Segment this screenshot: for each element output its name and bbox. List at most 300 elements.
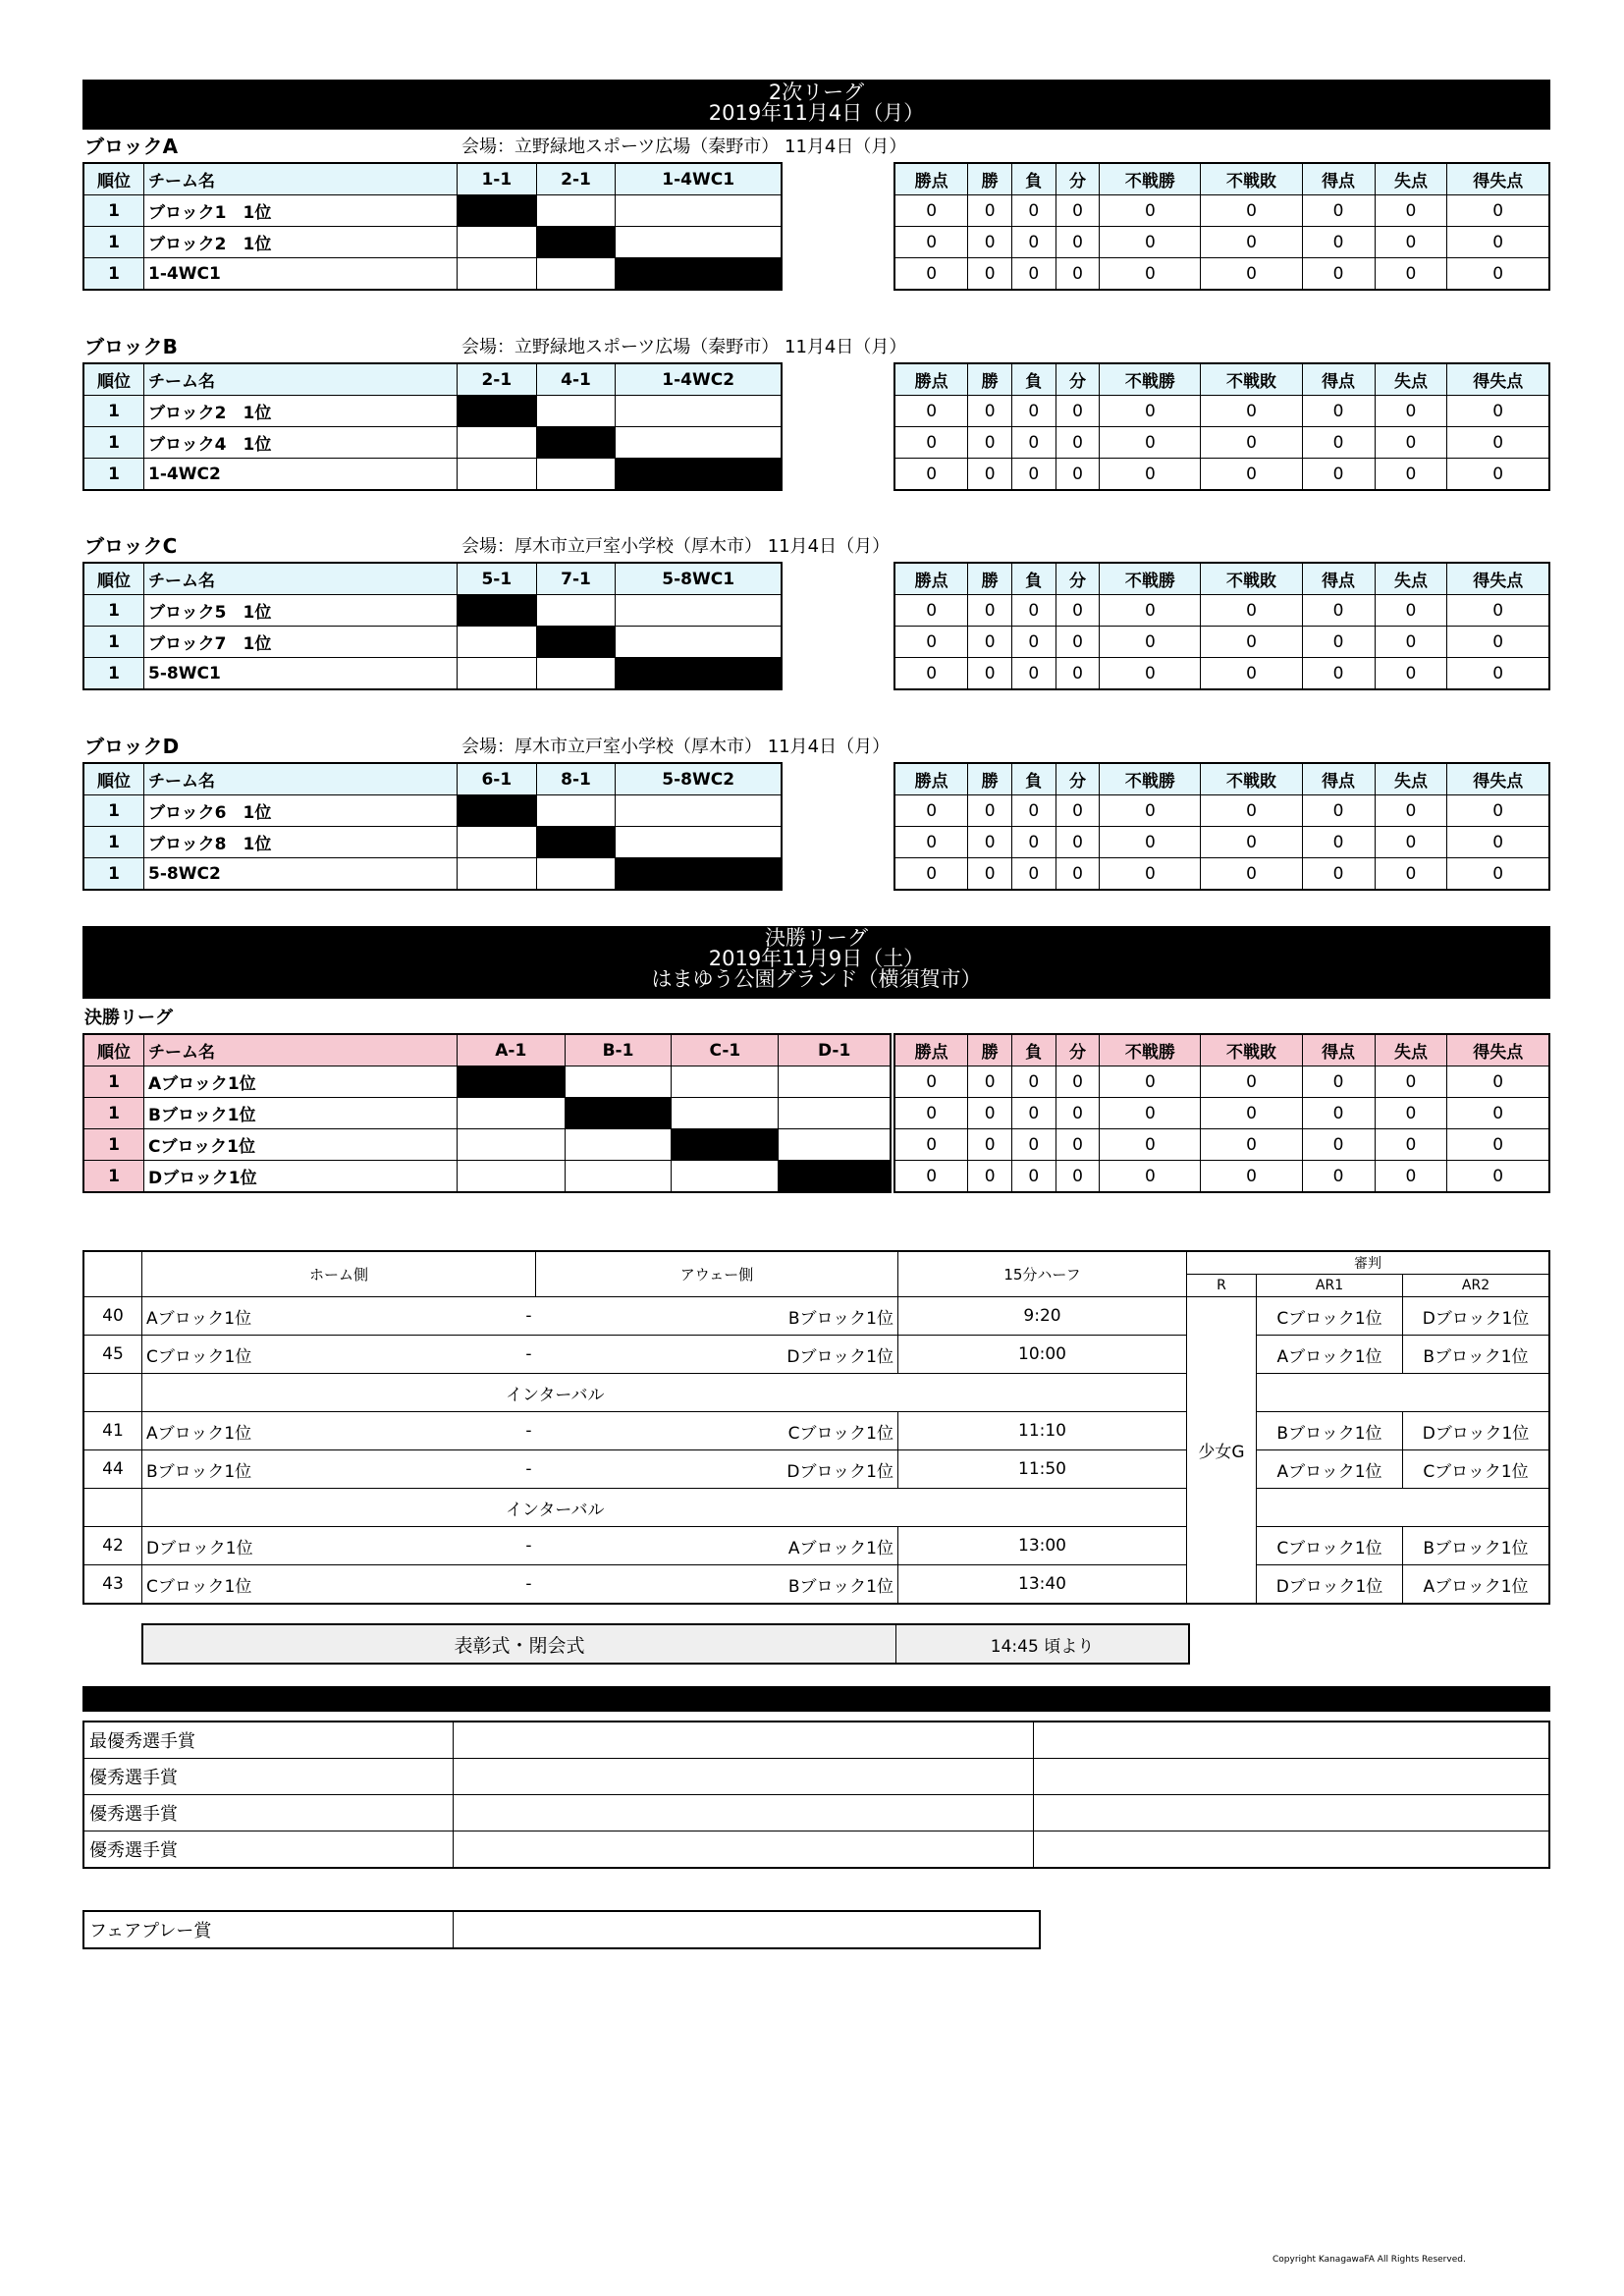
cross-table <box>82 762 783 891</box>
self-match-cell <box>458 595 537 627</box>
result-cell[interactable] <box>565 1129 672 1161</box>
stat-value: 0 <box>968 227 1012 258</box>
stat-value: 0 <box>968 195 1012 227</box>
stat-value: 0 <box>1447 627 1549 658</box>
corner-cell <box>83 1251 142 1297</box>
result-cell[interactable] <box>616 195 782 227</box>
award-row <box>83 1795 1549 1831</box>
stat-value: 0 <box>1100 858 1201 891</box>
kickoff-time: 11:10 <box>898 1412 1187 1450</box>
rank-header: 順位 <box>83 763 144 795</box>
standing-row <box>83 595 782 627</box>
stat-value: 0 <box>894 1098 968 1129</box>
stat-value: 0 <box>1375 1161 1447 1193</box>
team-name-cell: Cブロック1位 <box>144 1129 458 1161</box>
result-cell[interactable] <box>536 459 616 491</box>
result-cell[interactable] <box>779 1066 891 1098</box>
stat-value: 0 <box>894 658 968 690</box>
stat-value: 0 <box>1100 1161 1201 1193</box>
match-row <box>83 1527 1549 1565</box>
kickoff-time: 13:40 <box>898 1565 1187 1605</box>
award-player[interactable] <box>454 1722 1034 1759</box>
rank-cell: 1 <box>83 227 144 258</box>
stats-row <box>894 396 1549 427</box>
stat-header: 得失点 <box>1447 1034 1549 1066</box>
result-cell[interactable] <box>565 1161 672 1193</box>
stat-header: 勝点 <box>894 163 968 195</box>
stat-header: 得失点 <box>1447 763 1549 795</box>
final-league-banner <box>82 926 1550 999</box>
result-cell[interactable] <box>458 427 537 459</box>
stat-value: 0 <box>1056 595 1100 627</box>
second-league-banner <box>82 80 1550 130</box>
interval-label: インターバル <box>142 1374 1187 1412</box>
stat-value: 0 <box>894 827 968 858</box>
result-cell[interactable] <box>616 827 782 858</box>
result-cell[interactable] <box>779 1098 891 1129</box>
stat-value: 0 <box>894 459 968 491</box>
stat-header: 得失点 <box>1447 563 1549 595</box>
self-match-cell <box>779 1161 891 1193</box>
interval-row <box>83 1489 1549 1527</box>
match-row <box>83 1336 1549 1374</box>
standing-row <box>83 258 782 291</box>
stat-value: 0 <box>1011 227 1056 258</box>
stat-value: 0 <box>1375 827 1447 858</box>
award-team[interactable] <box>1034 1759 1550 1795</box>
opponent-col-header: C-1 <box>672 1034 779 1066</box>
stat-header: 失点 <box>1375 763 1447 795</box>
stat-header: 得点 <box>1302 363 1375 396</box>
team-header: チーム名 <box>144 363 458 396</box>
self-match-cell <box>536 427 616 459</box>
ar2-cell: Cブロック1位 <box>1403 1450 1550 1489</box>
stat-header: 得失点 <box>1447 363 1549 396</box>
match-number: 41 <box>83 1412 142 1450</box>
standing-row <box>83 1161 891 1193</box>
award-label: 優秀選手賞 <box>83 1831 454 1869</box>
ar2-cell: Bブロック1位 <box>1403 1336 1550 1374</box>
interval-ref-blank <box>1257 1374 1550 1412</box>
stat-value: 0 <box>1100 1066 1201 1098</box>
stat-header: 負 <box>1011 1034 1056 1066</box>
stat-value: 0 <box>1375 795 1447 827</box>
away-team: Aブロック1位 <box>536 1527 898 1565</box>
stat-value: 0 <box>1375 858 1447 891</box>
referee-col-header: AR2 <box>1403 1275 1550 1297</box>
stats-row <box>894 1129 1549 1161</box>
stat-header: 得点 <box>1302 163 1375 195</box>
team-name-cell: 5-8WC1 <box>144 658 458 690</box>
stat-value: 0 <box>1201 1161 1302 1193</box>
stat-value: 0 <box>1011 595 1056 627</box>
stat-header: 不戦勝 <box>1100 363 1201 396</box>
stat-value: 0 <box>1100 258 1201 291</box>
stat-value: 0 <box>1056 1129 1100 1161</box>
team-name-cell: ブロック7 1位 <box>144 627 458 658</box>
result-cell[interactable] <box>458 827 537 858</box>
stat-value: 0 <box>1056 227 1100 258</box>
versus-dash: - <box>499 1565 536 1605</box>
stat-header: 失点 <box>1375 1034 1447 1066</box>
stat-header: 勝 <box>968 563 1012 595</box>
award-label: 最優秀選手賞 <box>83 1722 454 1759</box>
ar1-cell: Aブロック1位 <box>1257 1336 1403 1374</box>
stat-value: 0 <box>1302 595 1375 627</box>
versus-dash: - <box>499 1450 536 1489</box>
kickoff-time: 10:00 <box>898 1336 1187 1374</box>
stat-value: 0 <box>1011 1098 1056 1129</box>
stat-value: 0 <box>1447 195 1549 227</box>
stat-value: 0 <box>1011 827 1056 858</box>
ceremony-label: 表彰式・閉会式 <box>142 1624 896 1664</box>
stat-value: 0 <box>894 858 968 891</box>
award-team[interactable] <box>1034 1795 1550 1831</box>
stat-value: 0 <box>1302 1161 1375 1193</box>
stats-row <box>894 1066 1549 1098</box>
result-cell[interactable] <box>458 858 537 891</box>
self-match-cell <box>536 827 616 858</box>
rank-header: 順位 <box>83 363 144 396</box>
result-cell[interactable] <box>672 1098 779 1129</box>
stat-value: 0 <box>1011 1129 1056 1161</box>
self-match-cell <box>458 1066 566 1098</box>
result-cell[interactable] <box>458 1129 566 1161</box>
stat-header: 分 <box>1056 163 1100 195</box>
stats-row <box>894 427 1549 459</box>
stat-value: 0 <box>1302 658 1375 690</box>
stat-value: 0 <box>1100 427 1201 459</box>
stat-value: 0 <box>1375 227 1447 258</box>
team-name-cell: Aブロック1位 <box>144 1066 458 1098</box>
opponent-col-header: A-1 <box>458 1034 566 1066</box>
team-name-cell: ブロック2 1位 <box>144 227 458 258</box>
stat-header: 不戦勝 <box>1100 163 1201 195</box>
opponent-col-header: 7-1 <box>536 563 616 595</box>
copyright: Copyright KanagawaFA All Rights Reserved. <box>1272 2255 1466 2265</box>
stat-value: 0 <box>1201 658 1302 690</box>
award-row <box>83 1722 1549 1759</box>
team-header: チーム名 <box>144 763 458 795</box>
opponent-col-header: 5-8WC1 <box>616 563 782 595</box>
home-team: Cブロック1位 <box>142 1336 499 1374</box>
ar2-cell: Bブロック1位 <box>1403 1527 1550 1565</box>
stat-value: 0 <box>1100 795 1201 827</box>
stat-value: 0 <box>968 858 1012 891</box>
result-cell[interactable] <box>458 1098 566 1129</box>
stat-value: 0 <box>1447 858 1549 891</box>
fairplay-value[interactable] <box>454 1911 1041 1948</box>
result-cell[interactable] <box>616 795 782 827</box>
final-league-date: 2019年11月9日（土） <box>708 947 925 970</box>
interval-label: インターバル <box>142 1489 1187 1527</box>
stat-value: 0 <box>1056 658 1100 690</box>
stat-header: 不戦勝 <box>1100 763 1201 795</box>
result-cell[interactable] <box>536 396 616 427</box>
away-team: Cブロック1位 <box>536 1412 898 1450</box>
stat-value: 0 <box>1011 1066 1056 1098</box>
result-cell[interactable] <box>565 1066 672 1098</box>
stat-value: 0 <box>1375 1066 1447 1098</box>
team-name-cell: 5-8WC2 <box>144 858 458 891</box>
stat-header: 分 <box>1056 1034 1100 1066</box>
stats-table <box>893 162 1550 291</box>
result-cell[interactable] <box>458 627 537 658</box>
stat-value: 0 <box>1100 595 1201 627</box>
stat-value: 0 <box>1201 258 1302 291</box>
stat-value: 0 <box>1375 658 1447 690</box>
stat-value: 0 <box>1447 1098 1549 1129</box>
stat-value: 0 <box>1447 1161 1549 1193</box>
stat-value: 0 <box>1056 1161 1100 1193</box>
stat-value: 0 <box>1100 827 1201 858</box>
opponent-col-header: 4-1 <box>536 363 616 396</box>
stat-value: 0 <box>1447 258 1549 291</box>
rank-cell: 1 <box>83 658 144 690</box>
team-name-cell: 1-4WC1 <box>144 258 458 291</box>
stat-value: 0 <box>1011 858 1056 891</box>
result-cell[interactable] <box>458 258 537 291</box>
rank-cell: 1 <box>83 595 144 627</box>
result-cell[interactable] <box>536 195 616 227</box>
rank-cell: 1 <box>83 195 144 227</box>
stat-value: 0 <box>894 795 968 827</box>
stat-value: 0 <box>1011 258 1056 291</box>
opponent-col-header: 8-1 <box>536 763 616 795</box>
stat-value: 0 <box>1056 627 1100 658</box>
stat-header: 不戦敗 <box>1201 163 1302 195</box>
interval-row <box>83 1374 1549 1412</box>
team-header: チーム名 <box>144 1034 458 1066</box>
stat-value: 0 <box>1447 1129 1549 1161</box>
self-match-cell <box>458 396 537 427</box>
stat-header: 失点 <box>1375 563 1447 595</box>
stat-value: 0 <box>1201 227 1302 258</box>
stat-value: 0 <box>1302 1098 1375 1129</box>
stat-value: 0 <box>1302 1066 1375 1098</box>
stat-value: 0 <box>1375 258 1447 291</box>
rank-header: 順位 <box>83 563 144 595</box>
stat-value: 0 <box>968 627 1012 658</box>
team-name-cell: ブロック4 1位 <box>144 427 458 459</box>
stats-row <box>894 1098 1549 1129</box>
self-match-cell <box>458 795 537 827</box>
stat-value: 0 <box>894 427 968 459</box>
stat-value: 0 <box>1302 258 1375 291</box>
stat-value: 0 <box>1375 627 1447 658</box>
stat-value: 0 <box>968 258 1012 291</box>
award-label: 優秀選手賞 <box>83 1795 454 1831</box>
opponent-col-header: D-1 <box>779 1034 891 1066</box>
stat-value: 0 <box>1375 595 1447 627</box>
rank-header: 順位 <box>83 163 144 195</box>
stat-value: 0 <box>1100 227 1201 258</box>
award-player[interactable] <box>454 1795 1034 1831</box>
versus-dash: - <box>499 1527 536 1565</box>
stat-value: 0 <box>968 1161 1012 1193</box>
award-player[interactable] <box>454 1759 1034 1795</box>
referee-col-header: R <box>1187 1275 1257 1297</box>
stat-header: 分 <box>1056 563 1100 595</box>
stat-value: 0 <box>1056 195 1100 227</box>
opponent-col-header: 1-4WC1 <box>616 163 782 195</box>
stat-header: 不戦敗 <box>1201 763 1302 795</box>
block-venue: 会場：立野緑地スポーツ広場（秦野市） 11月4日（月） <box>461 137 907 157</box>
stat-value: 0 <box>1056 396 1100 427</box>
stat-value: 0 <box>1100 1129 1201 1161</box>
result-cell[interactable] <box>616 595 782 627</box>
result-cell[interactable] <box>536 795 616 827</box>
result-cell[interactable] <box>536 658 616 690</box>
stat-value: 0 <box>968 427 1012 459</box>
team-name-cell: Bブロック1位 <box>144 1098 458 1129</box>
award-team[interactable] <box>1034 1831 1550 1869</box>
stat-header: 勝 <box>968 163 1012 195</box>
stat-header: 負 <box>1011 763 1056 795</box>
award-row <box>83 1831 1549 1869</box>
stats-row <box>894 795 1549 827</box>
stat-value: 0 <box>1011 658 1056 690</box>
standing-row <box>83 1066 891 1098</box>
second-league-date: 2019年11月4日（月） <box>708 101 925 125</box>
stat-value: 0 <box>1201 195 1302 227</box>
standing-row <box>83 195 782 227</box>
result-cell[interactable] <box>672 1161 779 1193</box>
versus-dash: - <box>499 1297 536 1336</box>
ar1-cell: Aブロック1位 <box>1257 1450 1403 1489</box>
result-cell[interactable] <box>616 227 782 258</box>
opponent-col-header: 1-1 <box>458 163 537 195</box>
stats-row <box>894 459 1549 491</box>
stat-value: 0 <box>1201 396 1302 427</box>
standing-row <box>83 459 782 491</box>
standing-row <box>83 1129 891 1161</box>
stat-value: 0 <box>1100 195 1201 227</box>
result-cell[interactable] <box>672 1066 779 1098</box>
stat-value: 0 <box>1201 627 1302 658</box>
result-cell[interactable] <box>458 459 537 491</box>
result-cell[interactable] <box>536 595 616 627</box>
stat-value: 0 <box>1056 258 1100 291</box>
stats-row <box>894 195 1549 227</box>
home-team: Cブロック1位 <box>142 1565 499 1605</box>
referee-r: 少女G <box>1187 1297 1257 1605</box>
away-team: Bブロック1位 <box>536 1565 898 1605</box>
stat-header: 不戦敗 <box>1201 363 1302 396</box>
stat-value: 0 <box>1447 396 1549 427</box>
result-cell[interactable] <box>536 858 616 891</box>
stat-header: 勝 <box>968 363 1012 396</box>
result-cell[interactable] <box>779 1129 891 1161</box>
stat-header: 失点 <box>1375 163 1447 195</box>
self-match-cell <box>616 459 782 491</box>
stat-value: 0 <box>1056 427 1100 459</box>
stat-header: 負 <box>1011 363 1056 396</box>
opponent-col-header: B-1 <box>565 1034 672 1066</box>
cross-table <box>82 562 783 690</box>
self-match-cell <box>616 258 782 291</box>
away-team: Dブロック1位 <box>536 1336 898 1374</box>
award-player[interactable] <box>454 1831 1034 1869</box>
stat-value: 0 <box>968 396 1012 427</box>
result-cell[interactable] <box>458 658 537 690</box>
block-venue: 会場：厚木市立戸室小学校（厚木市） 11月4日（月） <box>461 536 891 557</box>
stat-value: 0 <box>894 227 968 258</box>
stat-value: 0 <box>1201 1129 1302 1161</box>
stat-value: 0 <box>1100 627 1201 658</box>
standing-row <box>83 827 782 858</box>
cross-table <box>82 162 783 291</box>
interval-blank <box>83 1374 142 1412</box>
stat-value: 0 <box>1011 627 1056 658</box>
standing-row <box>83 858 782 891</box>
ceremony-table <box>141 1623 1190 1665</box>
stat-value: 0 <box>1447 1066 1549 1098</box>
stats-row <box>894 658 1549 690</box>
rank-cell: 1 <box>83 1066 144 1098</box>
rank-cell: 1 <box>83 627 144 658</box>
match-row <box>83 1450 1549 1489</box>
stat-header: 勝 <box>968 1034 1012 1066</box>
award-label: 優秀選手賞 <box>83 1759 454 1795</box>
stat-header: 勝点 <box>894 563 968 595</box>
stat-header: 勝点 <box>894 1034 968 1066</box>
kickoff-time: 11:50 <box>898 1450 1187 1489</box>
rank-cell: 1 <box>83 827 144 858</box>
ar1-cell: Bブロック1位 <box>1257 1412 1403 1450</box>
result-cell[interactable] <box>458 227 537 258</box>
kickoff-time: 13:00 <box>898 1527 1187 1565</box>
rank-cell: 1 <box>83 258 144 291</box>
award-team[interactable] <box>1034 1722 1550 1759</box>
referee-col-header: AR1 <box>1257 1275 1403 1297</box>
home-team: Dブロック1位 <box>142 1527 499 1565</box>
stat-header: 勝 <box>968 763 1012 795</box>
stat-value: 0 <box>894 195 968 227</box>
stat-value: 0 <box>1011 459 1056 491</box>
stat-header: 勝点 <box>894 763 968 795</box>
stat-header: 不戦勝 <box>1100 1034 1201 1066</box>
awards-table <box>82 1721 1550 1869</box>
stat-header: 負 <box>1011 563 1056 595</box>
stat-header: 得点 <box>1302 763 1375 795</box>
rank-header: 順位 <box>83 1034 144 1066</box>
standing-row <box>83 396 782 427</box>
self-match-cell <box>536 227 616 258</box>
rank-cell: 1 <box>83 427 144 459</box>
ceremony-time: 14:45 頃より <box>896 1624 1190 1664</box>
stat-value: 0 <box>1302 1129 1375 1161</box>
match-row <box>83 1297 1549 1336</box>
self-match-cell <box>565 1098 672 1129</box>
result-cell[interactable] <box>616 396 782 427</box>
stat-value: 0 <box>1056 1098 1100 1129</box>
versus-dash: - <box>499 1412 536 1450</box>
result-cell[interactable] <box>536 258 616 291</box>
result-cell[interactable] <box>616 427 782 459</box>
team-name-cell: Dブロック1位 <box>144 1161 458 1193</box>
result-cell[interactable] <box>458 1161 566 1193</box>
ar2-cell: Dブロック1位 <box>1403 1412 1550 1450</box>
stat-value: 0 <box>1447 827 1549 858</box>
stat-header: 分 <box>1056 363 1100 396</box>
rank-cell: 1 <box>83 858 144 891</box>
stat-value: 0 <box>894 1161 968 1193</box>
result-cell[interactable] <box>616 627 782 658</box>
stat-value: 0 <box>1056 827 1100 858</box>
stat-value: 0 <box>1011 427 1056 459</box>
stat-value: 0 <box>1447 595 1549 627</box>
